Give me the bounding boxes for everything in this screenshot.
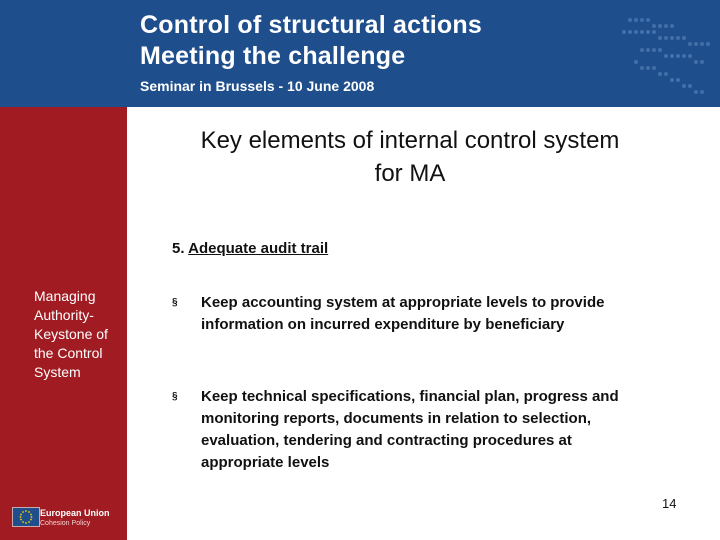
sidebar-label: Managing Authority-Keystone of the Control System	[34, 288, 108, 380]
bullet-text: Keep accounting system at appropriate levels to provide information on incurred expenditure by beneficiary	[201, 294, 605, 333]
slide-title: Key elements of internal control system for MA	[200, 127, 620, 187]
europe-map-icon	[600, 0, 720, 107]
banner-title-line2: Meeting the challenge	[140, 42, 406, 70]
page-number: 14	[662, 496, 677, 511]
bullet-marker: §	[172, 297, 178, 308]
banner-subtitle: Seminar in Brussels - 10 June 2008	[140, 78, 375, 94]
banner-title-line1: Control of structural actions	[140, 11, 482, 39]
sidebar	[0, 107, 127, 540]
bullet-marker: §	[172, 391, 178, 402]
section-number: 5.	[172, 240, 185, 257]
eu-logo-line1: European Union	[40, 508, 110, 518]
eu-flag-icon	[12, 507, 40, 527]
header-banner	[0, 0, 720, 107]
bullet-text: Keep technical specifications, financial plan, progress and monitoring reports, documents in relation to selection, evaluation, tendering and contracting procedures at appropriate levels	[201, 388, 619, 471]
section-heading	[172, 240, 328, 257]
eu-cohesion-logo	[12, 499, 122, 533]
section-title: Adequate audit trail	[188, 240, 329, 257]
eu-logo-line2: Cohesion Policy	[40, 520, 91, 527]
